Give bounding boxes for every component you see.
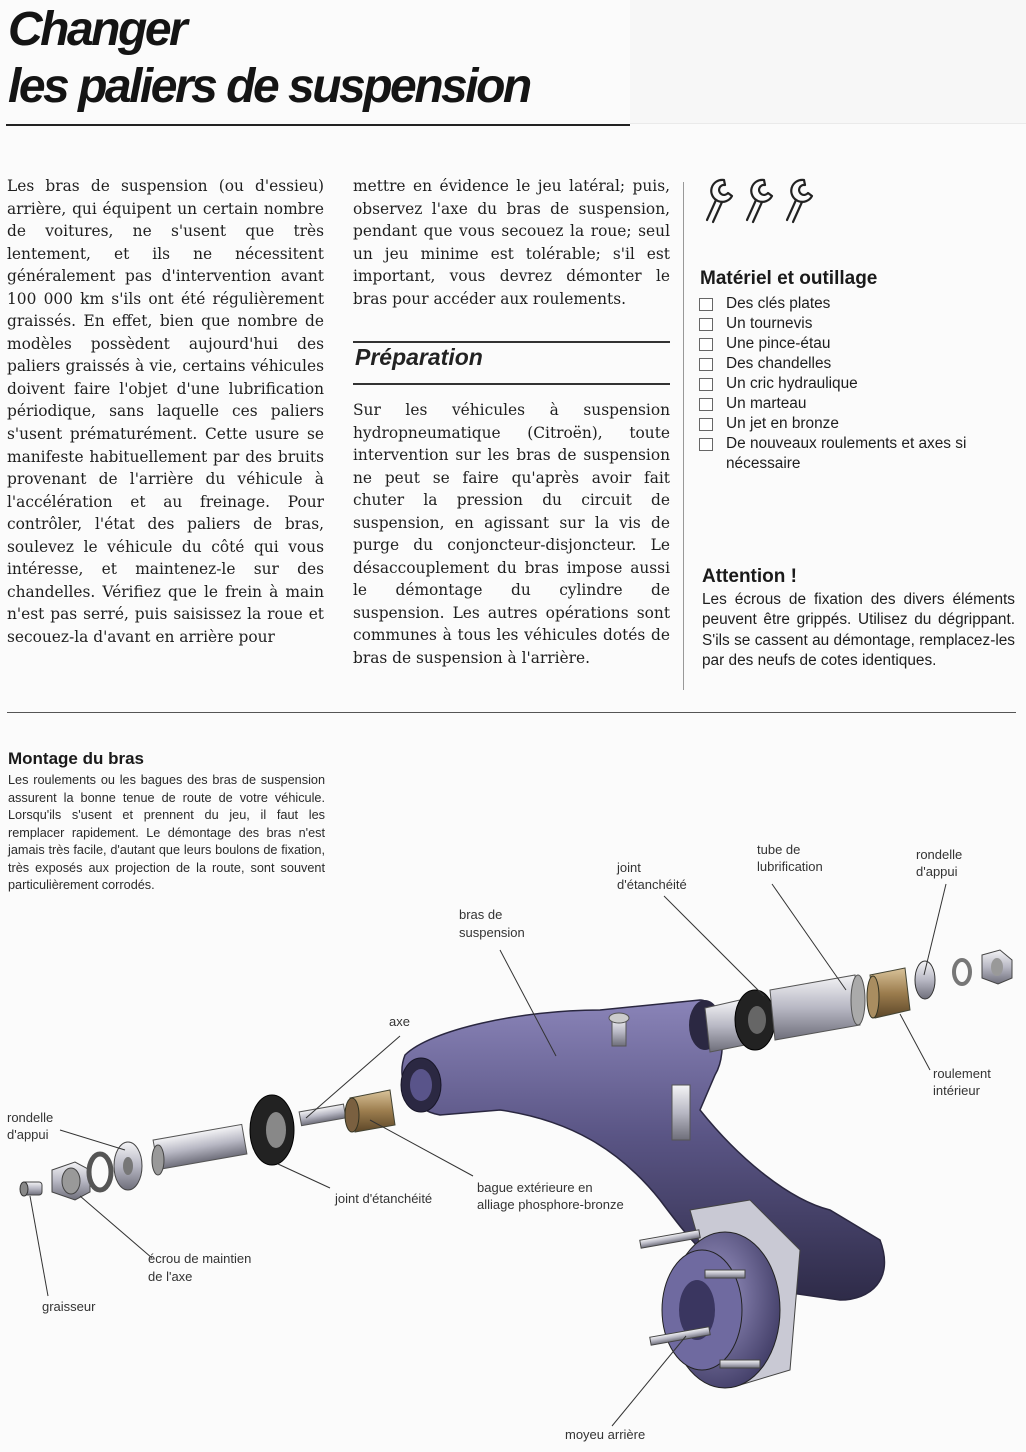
list-item: [698, 434, 1018, 474]
label-joint-top-2: d'étanchéité: [617, 877, 687, 892]
title-line-2: les paliers de suspension: [8, 60, 530, 113]
checkbox[interactable]: [699, 418, 713, 431]
tool-checklist: [698, 294, 1018, 474]
materiel-heading: Matériel et outillage: [700, 268, 878, 289]
tool-label: Des chandelles: [726, 355, 832, 372]
preparation-rule-bottom: [353, 383, 670, 385]
tool-label: Un cric hydraulique: [726, 375, 858, 392]
preparation-heading: Préparation: [355, 344, 483, 370]
left-assembly: [20, 1090, 395, 1200]
label-rondelle-left-2: d'appui: [7, 1127, 49, 1142]
page-title: [8, 2, 530, 116]
tool-label: Des clés plates: [726, 295, 831, 312]
label-rondelle-right-2: d'appui: [916, 864, 958, 879]
list-item: [698, 374, 1018, 394]
label-roulement-1: roulement: [933, 1066, 991, 1081]
attention-heading: Attention !: [702, 566, 797, 587]
tool-label: Une pince-étau: [726, 335, 831, 352]
label-bras-2: suspension: [459, 925, 525, 940]
checkbox[interactable]: [699, 398, 713, 411]
tool-label: Un jet en bronze: [726, 415, 839, 432]
label-tube-2: lubrification: [757, 859, 823, 874]
rear-hub: [640, 1200, 800, 1388]
label-graisseur: graisseur: [42, 1299, 96, 1314]
preparation-text: Sur les véhicules à suspension hydropneumatique (Citroën), toute intervention sur les bras de suspension ne peut se faire qu'après avoir fait chuter la pression du circuit de suspension, en agissant sur la vis de purge du conjoncteur-disjoncteur. Le désaccouplement du bras impose aussi le démontage du cylindre de suspension. Les autres opérations sont communes à tous les véhicules dotés de bras de suspension à l'arrière.: [353, 401, 670, 668]
checkbox[interactable]: [699, 378, 713, 391]
label-axe: axe: [389, 1014, 410, 1029]
checkbox[interactable]: [699, 338, 713, 351]
intro-column-2: mettre en évidence le jeu latéral; puis, observez l'axe du bras de suspension, pendant que vous secouez la roue; seul un jeu minime est tolérable; s'il est important, vous devrez démonter le bras pour accéder aux roulements.: [353, 177, 670, 308]
label-bras-1: bras de: [459, 907, 503, 922]
label-roulement-2: intérieur: [933, 1083, 980, 1098]
montage-text: Les roulements ou les bagues des bras de suspension assurent la bonne tenue de route de votre véhicule. Lorsqu'ils s'usent et prennent du jeu, il faut les remplacer rapidement. Le démontage des bras n'est jamais très facile, d'autant que leurs boulons de fixation, très exposés aux projection de la route, sont souvent particulièrement corrodés.: [8, 773, 325, 892]
tool-label: Un marteau: [726, 395, 807, 412]
intro-column-1: Les bras de suspension (ou d'essieu) arrière, qui équipent un certain nombre de voitures, ne s'usent que très lentement, et ils ne nécessitent généralement pas d'intervention avant 100 000 km s'ils ont été régulièrement graissés. En effet, bien que nombre de modèles possèdent aujourd'hui des paliers graissés à vie, certains véhicules doivent faire l'objet d'une lubrification périodique, sans laquelle ces paliers s'usent prématurément. Cette usure se manifeste habituellement par des bruits provenant de l'arrière du véhicule à l'accélération et au freinage. Pour contrôler, l'état des paliers de bras, soulevez le véhicule du côté qui vous intéresse, et maintenez-le sur des chandelles. Vérifiez que le frein à main n'est pas serré, puis saisissez la roue et secouez-la d'avant en arrière pour: [7, 177, 324, 646]
column-separator: [683, 182, 684, 690]
checkbox[interactable]: [699, 298, 713, 311]
exploded-diagram: [0, 820, 1026, 1452]
label-rondelle-right-1: rondelle: [916, 847, 963, 862]
label-tube-1: tube de: [757, 842, 801, 857]
title-line-1: Changer: [8, 3, 186, 56]
list-item: [698, 414, 1018, 434]
tool-label: De nouveaux roulements et axes si nécessaire: [726, 435, 967, 472]
label-rondelle-left-1: rondelle: [7, 1110, 54, 1125]
suspension-arm: [401, 1000, 884, 1300]
label-joint-top-1: joint: [617, 860, 641, 875]
label-moyeu: moyeu arrière: [565, 1427, 646, 1442]
label-joint-bottom: joint d'étanchéité: [335, 1191, 433, 1206]
montage-heading: Montage du bras: [8, 749, 145, 768]
header-blank-area: [630, 0, 1026, 124]
label-bague-1: bague extérieure en: [477, 1180, 593, 1195]
title-underline: [6, 124, 630, 126]
list-item: [698, 294, 1018, 314]
right-assembly: [705, 950, 1012, 1052]
section-divider: [7, 712, 1016, 713]
list-item: [698, 394, 1018, 414]
label-ecrou-2: de l'axe: [148, 1269, 193, 1284]
wrench-icon: [700, 176, 826, 228]
tool-label: Un tournevis: [726, 315, 813, 332]
checkbox[interactable]: [699, 438, 713, 451]
label-bague-2: alliage phosphore-bronze: [477, 1197, 624, 1212]
list-item: [698, 334, 1018, 354]
checkbox[interactable]: [699, 318, 713, 331]
attention-text: Les écrous de fixation des divers éléments peuvent être grippés. Utilisez du dégrippant. S'ils se cassent au démontage, remplacez-les par des neufs de cotes identiques.: [702, 591, 1015, 669]
list-item: [698, 354, 1018, 374]
preparation-rule-top: [353, 341, 670, 343]
list-item: [698, 314, 1018, 334]
label-ecrou-1: écrou de maintien: [148, 1251, 252, 1266]
checkbox[interactable]: [699, 358, 713, 371]
